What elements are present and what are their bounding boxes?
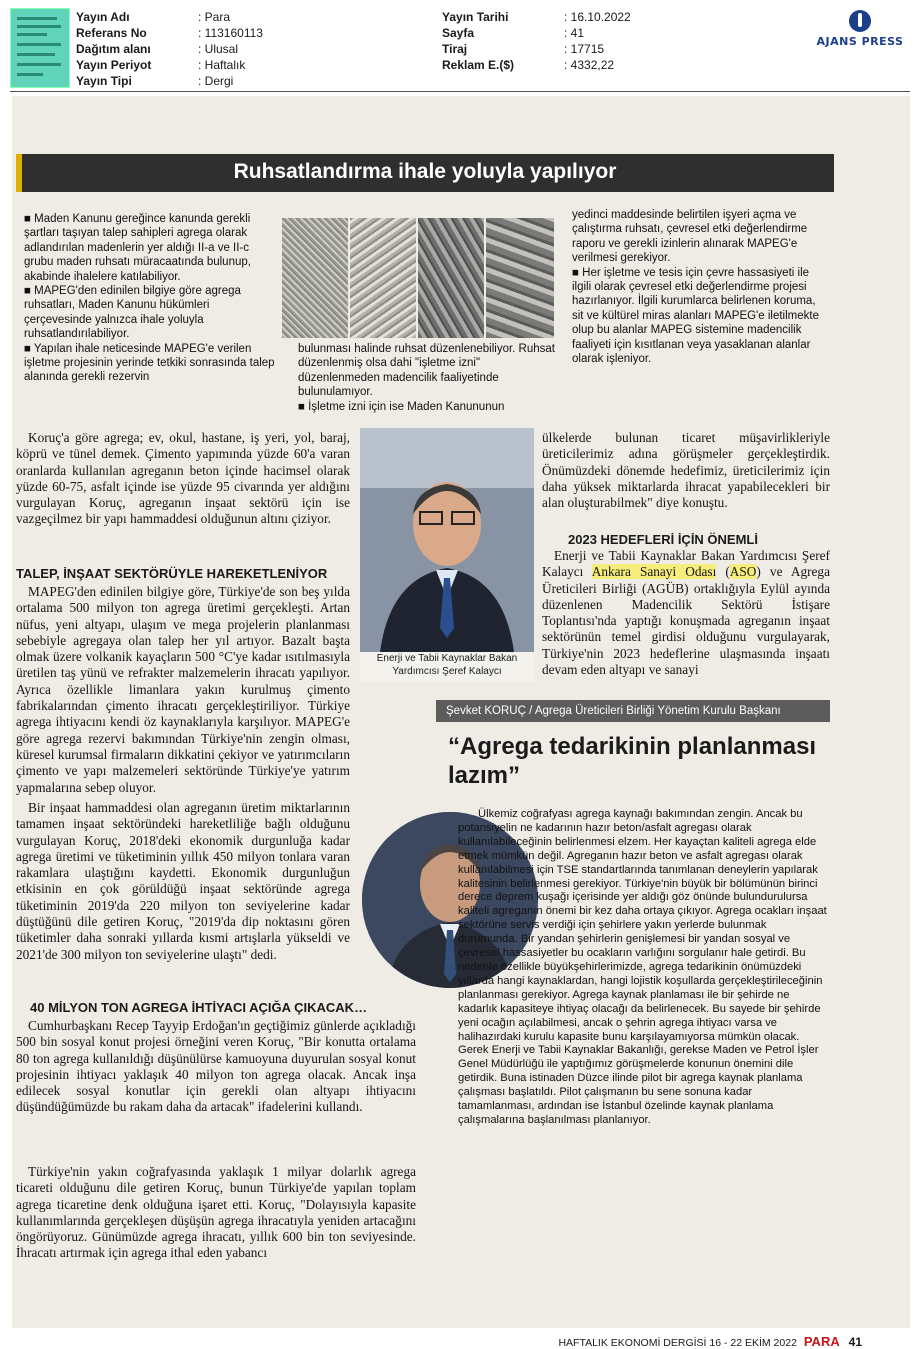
meta-right: Yayın Tarihi : 16.10.2022 Sayfa : 41 Tiraj : 17715 Reklam E.($) : 4332,22 (442, 10, 631, 72)
article-p5: ülkelerde bulunan ticaret müşavirlikleriyle üreticilerimiz adına görüşmeler gerçekleştirdik. Önümüzdeki dönemde hedefimiz, üreticilerimiz için daha yüksek miktarlarda ihracat yapabilecekleri bir alan oluşturabilmek" diye konuştu. (542, 430, 830, 511)
article-p1: MAPEG'den edinilen bilgiye göre, Türkiye'de son beş yılda ortalama 500 milyon ton agrega üretimi gerçekleşti. Artan nüfus, yeni altyapı, ulaşım ve mega projelerin planlanması sebebiyle agregaya olan talep her yıl artıyor. Bazalt başta olmak üzere volkanik kayaçların 500 °C'ye kadar ısıtılmasıyla üretilen taş yünü ve refrakter malzemelerin ihracatı yapılıyor. Ayrıca özellikle limanlara yakın kurulmuş çimento fabrikalarından çimento ihracatı gerçekleştiriliyor. Türkiye agrega ihtiyacını kendi öz kaynaklarıyla karşılıyor. MAPEG'e göre agrega rezervi bakımından Türkiye'nin zengin olması, küresel kurumsal firmaların dikkatini çekiyor ve yatırımcıların çimento ve yapı malzemeleri sektöründe Türkiye'ye yatırım yapmalarına sebep oluyor. (16, 584, 350, 795)
subheading-2023: 2023 HEDEFLERİ İÇİN ÖNEMLİ (568, 532, 758, 547)
box-title: Ruhsatlandırma ihale yoluyla yapılıyor (233, 160, 617, 183)
article-p2: Bir inşaat hammaddesi olan agreganın üretim miktarlarının tamamen inşaat sektöründeki hareketliliğe bağlı olduğunu vurgulayan Koruç, 2018'deki ekonomik durgunluğa kadar agrega üretimi ve tüketiminin yıllık 450 milyon tonlara varan rakamlara ulaştığını kaydetti. Ekonomik durgunluğun etkisinin en çok görüldüğü inşaat sektöründe agrega tüketiminin 2019'da 220 milyon ton seviyelerine kadar düştüğünü dile getiren Koruç, "2019'da dip noktasını gören tüketimler daha sonraki yıllarda kısmi artışlarla yükseldi ve 2021'de 300 milyon ton seviyelerine ulaştı" dedi. (16, 800, 350, 962)
header-divider (10, 91, 910, 92)
kalayci-photo (360, 428, 534, 652)
box-column-2: bulunması halinde ruhsat düzenlenebiliyor. Ruhsat düzenlenmiş olsa dahi "işletme izni" düzenlenmeden madencilik faaliyetinde bulunulamıyor. ■ İşletme izni için ise Maden Kanununun (298, 343, 555, 413)
page-footer: HAFTALIK EKONOMİ DERGİSİ 16 - 22 EKİM 2022 PARA 41 (558, 1334, 862, 1349)
subheading-40-milyon: 40 MİLYON TON AGREGA İHTİYACI AÇIĞA ÇIKACAK… (30, 1000, 368, 1015)
box-column-1: ■ Maden Kanunu gereğince kanunda gerekli şartları taşıyan talep sahipleri agrega olarak adlandırılan madenlerin yer aldığı II-a ve II-c grubu maden ruhsatı müracaatında bulunup, akabinde ihalelere katılabiliyor. ■ MAPEG'den edinilen bilgiye göre agrega ruhsatları, Maden Kanunu hükümleri çerçevesinde yalnızca ihale yoluyla ruhsatlandırılabiliyor. ■ Yapılan ihale neticesinde MAPEG'e verilen işletme projesinin yerinde tetkiki sonrasında talep alanında gerekli rezervin (24, 213, 275, 384)
photo-caption: Enerji ve Tabii Kaynaklar Bakan Yardımcısı Şeref Kalaycı (360, 652, 534, 682)
portrait-illustration (360, 428, 534, 652)
article-p6: Enerji ve Tabii Kaynaklar Bakan Yardımcısı Şeref Kalaycı Ankara Sanayi Odası (ASO) ve Agrega Üreticileri Birliği (AGÜB) ortaklığıyla Eylül ayında düzenlenen Madencilik Sektörü İstişare Toplantısı'nda yaptığı konuşmada agreganın inşaat sektörünün temel girdisi olduğunu vurgulayarak, Türkiye'nin 2023 hedeflerine ulaşmasında inşaatı devam eden altyapı ve sanayi (542, 548, 830, 678)
ajans-press-logo-icon (849, 10, 871, 32)
article-p4: Türkiye'nin yakın coğrafyasında yaklaşık 1 milyar dolarlık agrega ticareti olduğunu dile getiren Koruç, bunun Türkiye'de yapılan toplam agrega ticaretine denk olduğuna işaret etti. Koruç, "Dolayısıyla kapasite kullanımlarında gerçekleşen düşüşün agrega ihracatıyla yeniden artacağını öngörüyoruz. Günümüzde agrega ihracatı, yıllık 600 bin ton seviyesinde. İhracatı artırmak için agrega ithal eden yabancı (16, 1164, 416, 1261)
box-column-3: yedinci maddesinde belirtilen işyeri açma ve çalıştırma ruhsatı, çevresel etki değerlendirme raporu ve gerekli izinlerin alınarak MAPEG'e verilmesi gerekiyor. ■ Her işletme ve tesis için çevre hassasiyeti ile ilgili olarak çevresel etki değerlendirme projesi hazırlanıyor. İlgili kurumlarca belirlenen koruma, sit ve kültürel miras alanları MAPEG'e iletilmekte olup bu alanlar MAPEG sistemine madencilik faaliyeti için kısıtlanan veya yasaklanan alanlar olarak işleniyor. (572, 209, 819, 366)
box-title-bar (16, 154, 834, 192)
magazine-page (12, 96, 910, 1349)
aggregate-photos (282, 218, 554, 338)
clipping-header (0, 0, 920, 92)
highlight-aso-name: Ankara Sanayi Odası (591, 564, 717, 580)
subheading-talep: TALEP, İNŞAAT SEKTÖRÜYLE HAREKETLENİYOR (16, 566, 328, 581)
footer-brand: PARA (803, 1334, 840, 1349)
ajans-press-logo: AJANS PRESS (812, 10, 908, 48)
highlight-aso-abbr: ASO (729, 564, 757, 580)
article-intro: Koruç'a göre agrega; ev, okul, hastane, iş yeri, yol, baraj, köprü ve tünel demek. Çimento yapımında yüzde 60'a varan oranlarda kullanılan agreganın beton içinde hacimsel olarak yüzde 60-75, asfalt içinde ise yüzde 95 civarında yer aldığını vurgulayan Koruç, agreganın inşaat sektörü için ise vazgeçilmez bir yapı hammaddesi olduğunun altını çiziyor. (16, 430, 350, 527)
interview-body: Ülkemiz coğrafyası agrega kaynağı bakımından zengin. Ancak bu potansiyelin ne kadarının hazır beton/asfalt agregası olarak kullanılabileceğinin belirlenmesi elzem. Her kayaçtan kaliteli agrega elde etmek mümkün değil. Agreganın hazır beton ve asfalt agregası olarak kullanılabilmesi için TSE standartlarında tanımlanan deneylerin yapılarak kalitesinin belirlenmesi gerekiyor. Türkiye'nin büyük bir bölümünün birinci derece deprem kuşağı içerisinde yer aldığı göz önünde bulundurulursa kaliteli agreganın önemi bir kez daha ortaya çıkıyor. Agrega ocakları inşaat sektörüne servis verdiği için şehirlere yakın yerlerde bulunmak durumunda. Bir yandan şehirlerin genişlemesi bir yandan sosyal ve çevresel hassasiyetler bu ocakların varlığını sorgulanır hale getirdi. Bu nedenle özellikle büyükşehirlerimizde, agrega tedarikinin önümüzdeki yıllarda hangi kaynaklardan, hangi lojistik koşullarda gerçekleştirileceğinin planlanması gerekiyor. Agrega kaynak planlaması ile bir şehirde ne kadarlık kapasiteye ihtiyaç olacağı da belirlenecek. Bu sayede bir şehirde yeni ocağın açılabilmesi, ancak o şehrin agrega ihtiyacı varsa ve halihazırdaki kurulu kapasite bunu karşılayamıyorsa mümkün olacak. Gerek Enerji ve Tabii Kaynaklar Bakanlığı, gerekse Maden ve Petrol İşler Genel Müdürlüğü ile yaptığımız görüşmelerde konunun önemini dile getirdik. Buna istinaden Düzce ilinde pilot bir agrega kaynak planlama çalışması başlatıldı. Pilot çalışmanın bu sene sonuna kadar tamamlanması, ardından ise İstanbul özelinde kaynak planlama çalışmalarına başlanılması planlanıyor. (458, 808, 827, 1126)
article-p3: Cumhurbaşkanı Recep Tayyip Erdoğan'ın geçtiğimiz günlerde açıkladığı 500 bin sosyal konut projesi örneğini veren Koruç, "Bir konutta ortalama 80 ton agrega kullanıldığı düşünülürse kamuoyuna duyurulan sosyal konut projesinin ihtiyacı yaklaşık 40 milyon ton agrega olacak. Ancak inşa edilecek sosyal konutlar için gerekli olan altyapı ihtiyacını düşündüğümüzde bu rakam daha da artacak" ifadelerini kullandı. (16, 1018, 416, 1115)
interview-quote: “Agrega tedarikinin planlanması lazım” (448, 733, 817, 789)
meta-left: Yayın Adı : Para Referans No : 113160113 Dağıtım alanı : Ulusal Yayın Periyot : Haftalık Yayın Tipi : Dergi (76, 10, 263, 88)
page-thumbnail[interactable] (10, 8, 70, 88)
interview-label: Şevket KORUÇ / Agrega Üreticileri Birliği Yönetim Kurulu Başkanı (436, 700, 830, 722)
page-number: 41 (848, 1335, 862, 1349)
